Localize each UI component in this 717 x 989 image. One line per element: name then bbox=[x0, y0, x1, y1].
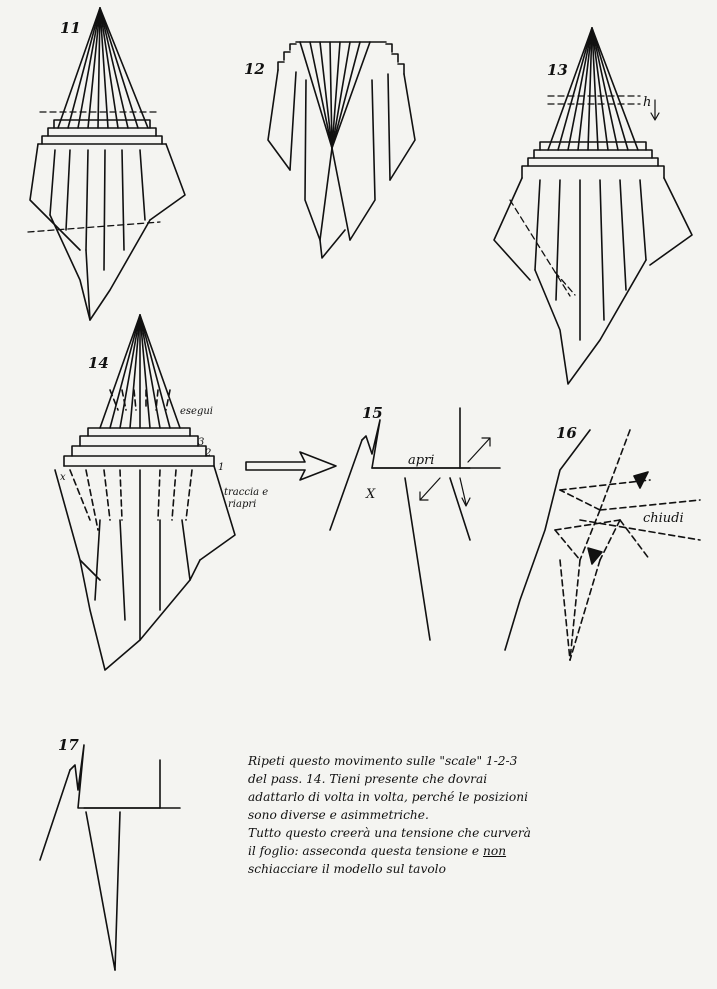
step-16-chiudi-label: chiudi bbox=[643, 511, 684, 526]
note-line-3: adattarlo di volta in volta, perché le posizioni bbox=[248, 790, 528, 804]
step-14-number: 14 bbox=[88, 354, 109, 372]
note-line-6-text: il foglio: asseconda questa tensione e bbox=[248, 844, 484, 858]
step-11-diagram bbox=[28, 8, 185, 320]
step-14-level-3: 3 bbox=[198, 437, 205, 448]
step-12-number: 12 bbox=[244, 60, 265, 78]
step-16-diagram bbox=[505, 424, 700, 660]
step-17-diagram bbox=[40, 736, 180, 970]
note-line-2: del pass. 14. Tieni presente che dovrai bbox=[248, 772, 488, 786]
step-16-number: 16 bbox=[556, 424, 577, 442]
step-15-diagram bbox=[330, 404, 500, 640]
step-12-diagram bbox=[244, 42, 415, 258]
instruction-note bbox=[248, 752, 678, 878]
step-14-x-mark: x bbox=[60, 472, 66, 483]
note-line-1: Ripeti questo movimento sulle "scale" 1-2-3 bbox=[248, 754, 518, 768]
step-13-marker: h bbox=[643, 95, 652, 110]
step-14-traccia-label-1: traccia e bbox=[224, 487, 269, 498]
step-14-diagram bbox=[55, 315, 336, 670]
step-15-apri-label: apri bbox=[408, 453, 435, 468]
step-15-number: 15 bbox=[362, 404, 383, 422]
step-14-traccia-label-2: riapri bbox=[228, 499, 257, 510]
step-17-number: 17 bbox=[58, 736, 79, 754]
step-14-to-15-arrow bbox=[246, 452, 336, 480]
step-14-level-1: 1 bbox=[218, 462, 225, 473]
step-14-esegui-label: esegui bbox=[180, 406, 214, 417]
note-line-5: Tutto questo creerà una tensione che curverà bbox=[248, 826, 531, 840]
step-11-number: 11 bbox=[60, 19, 81, 37]
step-13-diagram bbox=[494, 28, 692, 384]
step-14-level-2: 2 bbox=[205, 448, 212, 459]
note-line-6 bbox=[248, 842, 678, 860]
note-line-4: sono diverse e asimmetriche. bbox=[248, 808, 429, 822]
step-13-number: 13 bbox=[547, 61, 568, 79]
note-line-7: schiacciare il modello sul tavolo bbox=[248, 862, 446, 876]
step-15-x-mark: X bbox=[366, 487, 376, 502]
note-emphasis-non: non bbox=[483, 844, 507, 858]
